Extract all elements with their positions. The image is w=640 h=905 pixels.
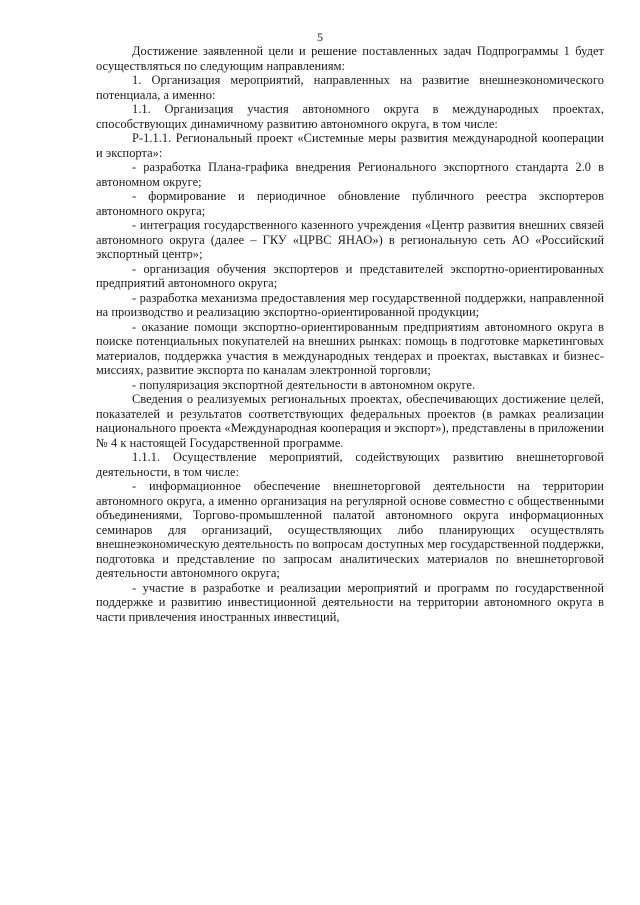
paragraph-info: Сведения о реализуемых региональных проектах, обеспечивающих достижение целей, показателей и результатов соответствующих федеральных проектов (в рамках реализации национального проекта «Международная кооперация и экспорт»), представлены в приложении № 4 к настоящей Государственной программе. [96, 392, 604, 450]
paragraph-item-1-1-1: 1.1.1. Осуществление мероприятий, содействующих развитию внешнеторговой деятельности, в том числе: [96, 450, 604, 479]
list-item: - информационное обеспечение внешнеторговой деятельности на территории автономного округа, а именно организация на регулярной основе совместно с общественными объединениями, Торгово-промышленной палатой автономного округа информационных семинаров для организаций, осуществляющих либо планирующих осуществлять внешнеэкономическую деятельность по вопросам доступных мер государственной поддержки, подготовка и представление по запросам аналитических материалов по внешнеторговой деятельности автономного округа; [96, 479, 604, 580]
list-item: - участие в разработке и реализации мероприятий и программ по государственной поддержке и развитию инвестиционной деятельности на территории автономного округа в части привлечения иностранных инвестиций, [96, 580, 604, 624]
document-body [96, 44, 604, 624]
list-item: - популяризация экспортной деятельности в автономном округе. [132, 377, 476, 392]
list-item: - формирование и периодичное обновление публичного реестра экспортеров автономного округа; [96, 189, 604, 218]
paragraph-item-1-1: 1.1. Организация участия автономного округа в международных проектах, способствующих динамичному развитию автономного округа, в том числе: [96, 102, 604, 131]
page-number: 5 [317, 30, 323, 44]
paragraph-regional-project: Р-1.1.1. Региональный проект «Системные меры развития международной кооперации и экспорта»: [96, 131, 604, 160]
paragraph-intro: Достижение заявленной цели и решение поставленных задач Подпрограммы 1 будет осуществляться по следующим направлениям: [96, 44, 604, 73]
list-item: - оказание помощи экспортно-ориентированным предприятиям автономного округа в поиске потенциальных покупателей на внешних рынках: помощь в подготовке маркетинговых материалов, поддержка участия в международных тендерах и проектах, выставках и бизнес-миссиях, развитие экспорта по каналам электронной торговли; [96, 319, 604, 377]
list-item: - организация обучения экспортеров и представителей экспортно-ориентированных предприятий автономного округа; [96, 261, 604, 290]
list-item: - разработка Плана-графика внедрения Регионального экспортного стандарта 2.0 в автономном округе; [96, 160, 604, 189]
list-item: - интеграция государственного казенного учреждения «Центр развития внешних связей автономного округа (далее – ГКУ «ЦРВС ЯНАО») в региональную сеть АО «Российский экспортный центр»; [96, 218, 604, 261]
paragraph-item-1: 1. Организация мероприятий, направленных на развитие внешнеэкономического потенциала, а именно: [96, 73, 604, 102]
list-item: - разработка механизма предоставления мер государственной поддержки, направленной на производство и реализацию экспортно-ориентированной продукции; [96, 290, 604, 319]
